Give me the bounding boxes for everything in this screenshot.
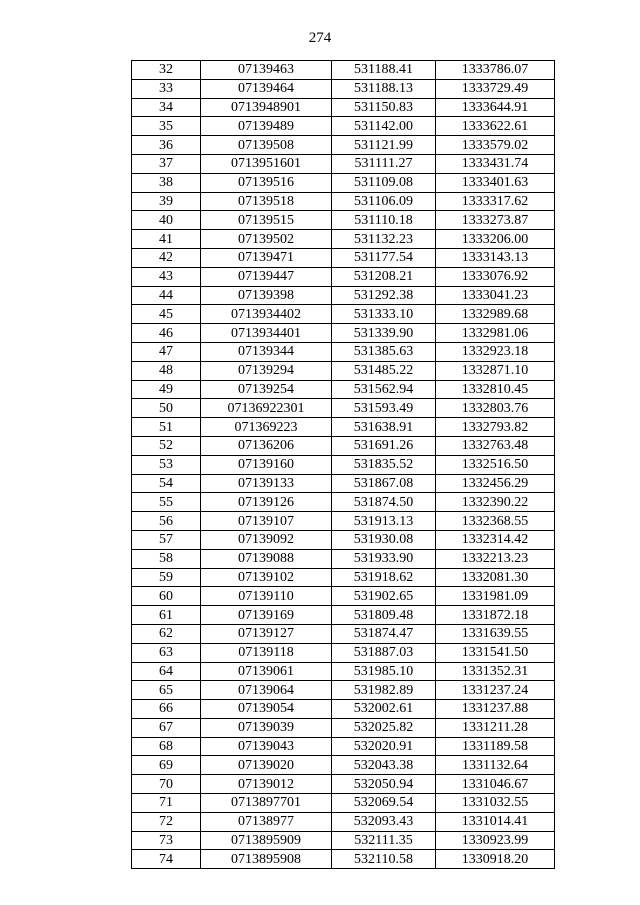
point-id-cell: 07139118 [201,643,332,662]
row-number-cell: 64 [132,662,201,681]
x-coordinate-cell: 531111.27 [332,154,436,173]
table-row [132,812,555,831]
row-number-cell: 43 [132,267,201,286]
y-coordinate-cell: 1332989.68 [436,305,555,324]
table-row [132,305,555,324]
x-coordinate-cell: 531638.91 [332,418,436,437]
y-coordinate-cell: 1332368.55 [436,512,555,531]
x-coordinate-cell: 532093.43 [332,812,436,831]
point-id-cell: 0713948901 [201,98,332,117]
point-id-cell: 07139447 [201,267,332,286]
table-row [132,737,555,756]
point-id-cell: 07139160 [201,455,332,474]
x-coordinate-cell: 531121.99 [332,136,436,155]
point-id-cell: 07139515 [201,211,332,230]
table-row [132,248,555,267]
table-row [132,380,555,399]
y-coordinate-cell: 1332390.22 [436,493,555,512]
point-id-cell: 07139464 [201,79,332,98]
row-number-cell: 50 [132,399,201,418]
x-coordinate-cell: 531485.22 [332,361,436,380]
x-coordinate-cell: 531292.38 [332,286,436,305]
y-coordinate-cell: 1333076.92 [436,267,555,286]
table-row [132,361,555,380]
x-coordinate-cell: 531835.52 [332,455,436,474]
x-coordinate-cell: 531339.90 [332,324,436,343]
x-coordinate-cell: 531691.26 [332,436,436,455]
y-coordinate-cell: 1332081.30 [436,568,555,587]
y-coordinate-cell: 1332810.45 [436,380,555,399]
x-coordinate-cell: 531208.21 [332,267,436,286]
y-coordinate-cell: 1331639.55 [436,624,555,643]
y-coordinate-cell: 1333729.49 [436,79,555,98]
x-coordinate-cell: 531809.48 [332,606,436,625]
y-coordinate-cell: 1331014.41 [436,812,555,831]
x-coordinate-cell: 531593.49 [332,399,436,418]
point-id-cell: 07139294 [201,361,332,380]
point-id-cell: 0713951601 [201,154,332,173]
point-id-cell: 0713934401 [201,324,332,343]
y-coordinate-cell: 1333273.87 [436,211,555,230]
table-row [132,286,555,305]
y-coordinate-cell: 1330923.99 [436,831,555,850]
y-coordinate-cell: 1331981.09 [436,587,555,606]
table-row [132,455,555,474]
y-coordinate-cell: 1331132.64 [436,756,555,775]
x-coordinate-cell: 531106.09 [332,192,436,211]
point-id-cell: 07136206 [201,436,332,455]
row-number-cell: 32 [132,61,201,80]
row-number-cell: 68 [132,737,201,756]
x-coordinate-cell: 531385.63 [332,342,436,361]
point-id-cell: 071369223 [201,418,332,437]
y-coordinate-cell: 1333622.61 [436,117,555,136]
table-row [132,98,555,117]
point-id-cell: 0713934402 [201,305,332,324]
y-coordinate-cell: 1332456.29 [436,474,555,493]
table-row [132,700,555,719]
row-number-cell: 42 [132,248,201,267]
y-coordinate-cell: 1332981.06 [436,324,555,343]
table-row [132,211,555,230]
point-id-cell: 07138977 [201,812,332,831]
table-row [132,230,555,249]
table-row [132,79,555,98]
row-number-cell: 38 [132,173,201,192]
x-coordinate-cell: 531985.10 [332,662,436,681]
table-row [132,154,555,173]
y-coordinate-cell: 1333317.62 [436,192,555,211]
table-row [132,474,555,493]
table-row [132,606,555,625]
point-id-cell: 07139344 [201,342,332,361]
y-coordinate-cell: 1332871.10 [436,361,555,380]
x-coordinate-cell: 531142.00 [332,117,436,136]
table-row [132,568,555,587]
row-number-cell: 40 [132,211,201,230]
point-id-cell: 07139020 [201,756,332,775]
row-number-cell: 53 [132,455,201,474]
row-number-cell: 52 [132,436,201,455]
point-id-cell: 07139516 [201,173,332,192]
table-row [132,756,555,775]
x-coordinate-cell: 532069.54 [332,794,436,813]
x-coordinate-cell: 531562.94 [332,380,436,399]
x-coordinate-cell: 531177.54 [332,248,436,267]
point-id-cell: 0713895909 [201,831,332,850]
point-id-cell: 07139039 [201,718,332,737]
y-coordinate-cell: 1332314.42 [436,530,555,549]
table-row [132,267,555,286]
row-number-cell: 35 [132,117,201,136]
coordinates-table [131,60,555,869]
row-number-cell: 34 [132,98,201,117]
table-row [132,775,555,794]
table-row [132,831,555,850]
point-id-cell: 07139064 [201,681,332,700]
y-coordinate-cell: 1332516.50 [436,455,555,474]
row-number-cell: 61 [132,606,201,625]
table-row [132,530,555,549]
row-number-cell: 63 [132,643,201,662]
x-coordinate-cell: 531918.62 [332,568,436,587]
row-number-cell: 54 [132,474,201,493]
y-coordinate-cell: 1331352.31 [436,662,555,681]
y-coordinate-cell: 1333579.02 [436,136,555,155]
table-row [132,117,555,136]
y-coordinate-cell: 1331046.67 [436,775,555,794]
table-row [132,718,555,737]
y-coordinate-cell: 1331237.88 [436,700,555,719]
y-coordinate-cell: 1332213.23 [436,549,555,568]
point-id-cell: 0713895908 [201,850,332,869]
point-id-cell: 07139088 [201,549,332,568]
table-row [132,418,555,437]
table-row [132,794,555,813]
row-number-cell: 73 [132,831,201,850]
row-number-cell: 47 [132,342,201,361]
y-coordinate-cell: 1332793.82 [436,418,555,437]
point-id-cell: 07139126 [201,493,332,512]
table-row [132,61,555,80]
x-coordinate-cell: 532110.58 [332,850,436,869]
row-number-cell: 58 [132,549,201,568]
table-row [132,436,555,455]
y-coordinate-cell: 1332803.76 [436,399,555,418]
x-coordinate-cell: 532050.94 [332,775,436,794]
y-coordinate-cell: 1330918.20 [436,850,555,869]
table-row [132,342,555,361]
x-coordinate-cell: 531933.90 [332,549,436,568]
y-coordinate-cell: 1333143.13 [436,248,555,267]
y-coordinate-cell: 1333431.74 [436,154,555,173]
row-number-cell: 49 [132,380,201,399]
y-coordinate-cell: 1331237.24 [436,681,555,700]
y-coordinate-cell: 1333206.00 [436,230,555,249]
y-coordinate-cell: 1333786.07 [436,61,555,80]
x-coordinate-cell: 531930.08 [332,530,436,549]
table-row [132,324,555,343]
table-row [132,549,555,568]
row-number-cell: 65 [132,681,201,700]
x-coordinate-cell: 531874.47 [332,624,436,643]
page-number: 274 [308,30,332,46]
row-number-cell: 37 [132,154,201,173]
point-id-cell: 07139043 [201,737,332,756]
point-id-cell: 07139107 [201,512,332,531]
row-number-cell: 39 [132,192,201,211]
row-number-cell: 36 [132,136,201,155]
point-id-cell: 07139012 [201,775,332,794]
y-coordinate-cell: 1333041.23 [436,286,555,305]
coordinates-table-container [131,60,555,869]
y-coordinate-cell: 1331211.28 [436,718,555,737]
x-coordinate-cell: 532002.61 [332,700,436,719]
y-coordinate-cell: 1331189.58 [436,737,555,756]
x-coordinate-cell: 531333.10 [332,305,436,324]
x-coordinate-cell: 532111.35 [332,831,436,850]
row-number-cell: 33 [132,79,201,98]
point-id-cell: 0713897701 [201,794,332,813]
row-number-cell: 57 [132,530,201,549]
row-number-cell: 45 [132,305,201,324]
point-id-cell: 07139398 [201,286,332,305]
point-id-cell: 07139092 [201,530,332,549]
row-number-cell: 44 [132,286,201,305]
table-row [132,587,555,606]
row-number-cell: 56 [132,512,201,531]
y-coordinate-cell: 1331032.55 [436,794,555,813]
table-row [132,850,555,869]
row-number-cell: 60 [132,587,201,606]
x-coordinate-cell: 531188.41 [332,61,436,80]
table-row [132,624,555,643]
point-id-cell: 07139502 [201,230,332,249]
y-coordinate-cell: 1331872.18 [436,606,555,625]
y-coordinate-cell: 1333401.63 [436,173,555,192]
x-coordinate-cell: 531110.18 [332,211,436,230]
table-row [132,399,555,418]
point-id-cell: 07139133 [201,474,332,493]
table-row [132,493,555,512]
table-row [132,136,555,155]
point-id-cell: 07139127 [201,624,332,643]
y-coordinate-cell: 1331541.50 [436,643,555,662]
x-coordinate-cell: 531109.08 [332,173,436,192]
row-number-cell: 59 [132,568,201,587]
row-number-cell: 55 [132,493,201,512]
x-coordinate-cell: 531913.13 [332,512,436,531]
table-row [132,512,555,531]
x-coordinate-cell: 532020.91 [332,737,436,756]
table-row [132,662,555,681]
x-coordinate-cell: 531902.65 [332,587,436,606]
row-number-cell: 66 [132,700,201,719]
row-number-cell: 41 [132,230,201,249]
row-number-cell: 48 [132,361,201,380]
y-coordinate-cell: 1332763.48 [436,436,555,455]
table-row [132,192,555,211]
table-row [132,681,555,700]
row-number-cell: 69 [132,756,201,775]
point-id-cell: 07139518 [201,192,332,211]
point-id-cell: 07139254 [201,380,332,399]
point-id-cell: 07139054 [201,700,332,719]
x-coordinate-cell: 531982.89 [332,681,436,700]
point-id-cell: 07139169 [201,606,332,625]
point-id-cell: 07139102 [201,568,332,587]
point-id-cell: 07139110 [201,587,332,606]
x-coordinate-cell: 531867.08 [332,474,436,493]
x-coordinate-cell: 531132.23 [332,230,436,249]
row-number-cell: 46 [132,324,201,343]
point-id-cell: 07139471 [201,248,332,267]
row-number-cell: 74 [132,850,201,869]
row-number-cell: 70 [132,775,201,794]
point-id-cell: 07139061 [201,662,332,681]
point-id-cell: 07139463 [201,61,332,80]
row-number-cell: 51 [132,418,201,437]
point-id-cell: 07136922301 [201,399,332,418]
x-coordinate-cell: 532025.82 [332,718,436,737]
x-coordinate-cell: 531874.50 [332,493,436,512]
row-number-cell: 62 [132,624,201,643]
row-number-cell: 72 [132,812,201,831]
table-row [132,643,555,662]
point-id-cell: 07139489 [201,117,332,136]
table-body [132,61,555,869]
row-number-cell: 67 [132,718,201,737]
x-coordinate-cell: 531150.83 [332,98,436,117]
point-id-cell: 07139508 [201,136,332,155]
x-coordinate-cell: 531188.13 [332,79,436,98]
y-coordinate-cell: 1333644.91 [436,98,555,117]
row-number-cell: 71 [132,794,201,813]
x-coordinate-cell: 532043.38 [332,756,436,775]
y-coordinate-cell: 1332923.18 [436,342,555,361]
table-row [132,173,555,192]
x-coordinate-cell: 531887.03 [332,643,436,662]
